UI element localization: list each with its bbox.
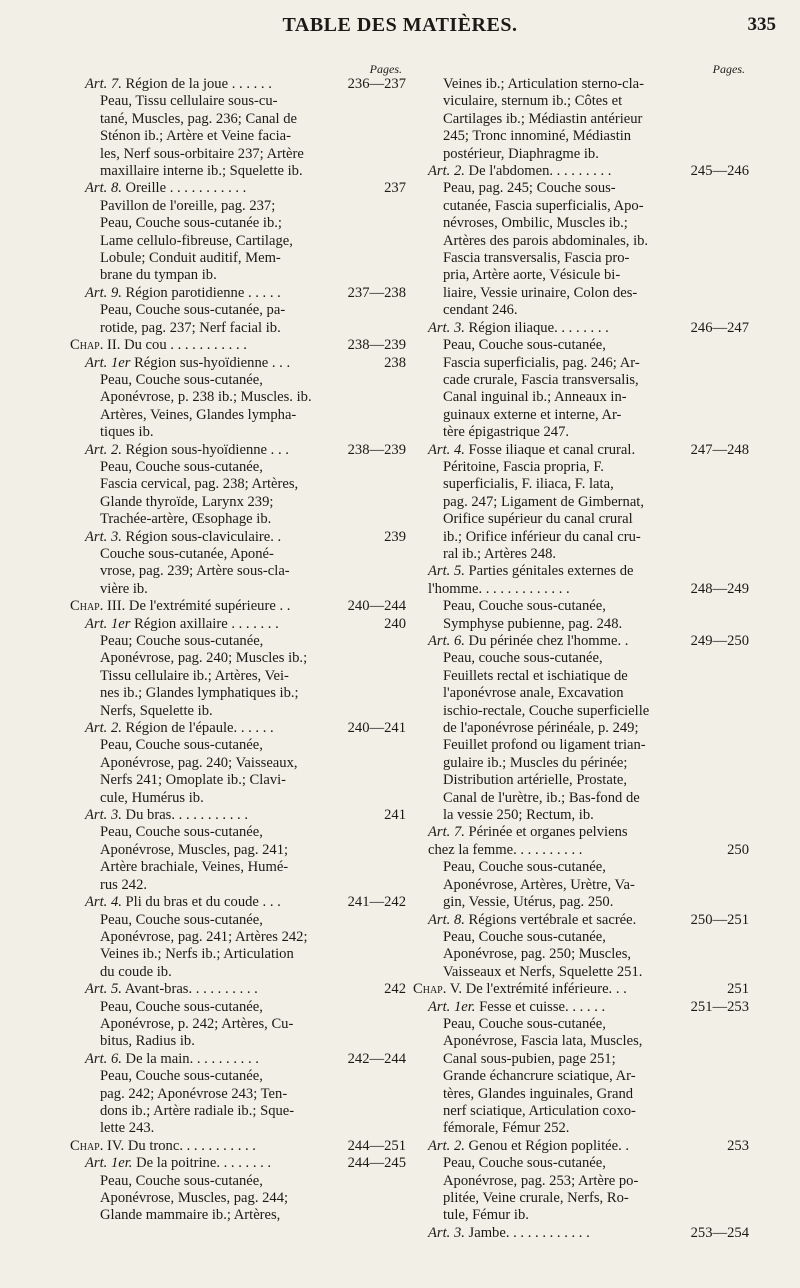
article-label: Art. 3. — [85, 528, 122, 545]
entry-title: De l'extrémité inférieure. . . — [465, 981, 627, 998]
entry-heading — [70, 442, 406, 459]
entry-description-line: Vaisseaux et Nerfs, Squelette 251. — [443, 963, 643, 980]
entry-description-line: Orifice supérieur du canal crural — [443, 511, 633, 528]
entry-description-line: Peau, pag. 245; Couche sous- — [443, 180, 616, 197]
entry-description-line: Veines ib.; Nerfs ib.; Articulation — [100, 946, 294, 963]
entry-description-line: cule, Humérus ib. — [100, 789, 204, 806]
entry-description-line: plitée, Veine crurale, Nerfs, Ro- — [443, 1190, 629, 1206]
entry-description-line: tiques ib. — [100, 424, 154, 441]
entry-description-line: postérieur, Diaphragme ib. — [443, 145, 599, 162]
entry-description-line: Aponévrose, pag. 240; Vaisseaux, — [100, 754, 298, 771]
entry-heading — [413, 563, 749, 580]
entry-description-line: nes ib.; Glandes lymphatiques ib.; — [100, 685, 299, 702]
toc-entry — [413, 999, 749, 1138]
article-label: Art. 5. — [428, 563, 465, 580]
entry-description-line: Aponévrose, Artères, Urètre, Va- — [443, 876, 635, 893]
entry-description-line: Peau, Couche sous-cutanée, — [100, 998, 263, 1015]
entry-heading — [413, 912, 749, 929]
entry-description-line: cutanée, Fascia superficialis, Apo- — [443, 197, 644, 214]
entry-title: Région de l'épaule. . . . . . — [125, 720, 274, 737]
entry-description-line: Glande mammaire ib.; Artères, — [100, 1207, 281, 1224]
page-range: 250 — [727, 841, 749, 858]
article-label: Art. 3. — [85, 807, 122, 824]
entry-description-line: Couche sous-cutanée, Aponé- — [100, 545, 274, 562]
toc-entry — [413, 163, 749, 320]
entry-description-line: Canal sous-pubien, page 251; — [443, 1050, 616, 1067]
page-range: 244—245 — [347, 1155, 406, 1172]
toc-entry — [413, 563, 749, 580]
entry-description-line: Feuillet profond ou ligament trian- — [443, 737, 646, 754]
entry-description-line: viculaire, sternum ib.; Côtes et — [443, 93, 623, 110]
page-range: 245—246 — [690, 163, 749, 180]
article-label: Art. 4. — [85, 894, 122, 911]
entry-heading — [70, 720, 406, 737]
entry-heading — [70, 598, 406, 615]
article-label: Art. 2. — [85, 441, 122, 458]
article-label: Art. 6. — [428, 633, 465, 649]
entry-title: Région iliaque. . . . . . . . — [468, 319, 609, 336]
toc-entry — [413, 581, 749, 633]
entry-description-line: pag. 247; Ligament de Gimbernat, — [443, 493, 645, 510]
entry-description-line: cendant 246. — [443, 302, 518, 319]
page-range: 238—239 — [347, 337, 406, 354]
entry-title: De l'extrémité supérieure . . — [128, 598, 291, 615]
article-label: Art. 6. — [85, 1050, 122, 1067]
article-label: Art. 1er. — [85, 1155, 133, 1172]
entry-description-line: Péritoine, Fascia propria, F. — [443, 458, 604, 475]
toc-entry — [70, 720, 406, 807]
entry-heading — [70, 355, 406, 372]
toc-chapter-entry — [70, 337, 406, 354]
entry-heading — [70, 894, 406, 911]
page-range: 253 — [727, 1137, 749, 1154]
article-label: Art. 7. — [428, 824, 465, 841]
entry-description-line: Nerfs, Squelette ib. — [100, 702, 213, 719]
entry-description-line: l'aponévrose anale, Excavation — [443, 685, 624, 702]
entry-description-line: Peau, Couche sous-cutanée, — [100, 1172, 263, 1189]
entry-title: Du périnée chez l'homme. . — [468, 633, 629, 649]
entry-heading — [70, 76, 406, 93]
page-range: 239 — [384, 528, 406, 545]
page-range: 237 — [384, 180, 406, 197]
page-range: 238 — [384, 354, 406, 371]
entry-description-line: tères, Glandes inguinales, Grand — [443, 1085, 634, 1102]
page-range: 246—247 — [690, 319, 749, 336]
entry-description-line: ral ib.; Artères 248. — [443, 545, 557, 562]
entry-description-line: Aponévrose, pag. 250; Muscles, — [443, 946, 632, 963]
entry-description-line: rotide, pag. 237; Nerf facial ib. — [100, 319, 281, 336]
entry-title: Région de la joue . . . . . . — [125, 76, 272, 92]
article-label: Art. 2. — [428, 1137, 465, 1154]
entry-description-line: Grande échancrure sciatique, Ar- — [443, 1068, 636, 1085]
page-range: 240—244 — [347, 598, 406, 615]
entry-description-line: Peau, Couche sous-cutanée, — [100, 458, 263, 475]
page-range: 247—248 — [690, 441, 749, 458]
entry-description-line: Glande thyroïde, Larynx 239; — [100, 493, 274, 510]
entry-description-line: Canal de l'urètre, ib.; Bas-fond de — [443, 789, 640, 806]
entry-title: Fosse iliaque et canal crural. — [468, 441, 636, 458]
toc-entry — [70, 76, 406, 180]
entry-heading — [413, 442, 749, 459]
entry-description-line: les, Nerf sous-orbitaire 237; Artère — [100, 145, 304, 162]
entry-heading — [413, 633, 749, 650]
entry-description-line: Veines ib.; Articulation sterno-cla- — [443, 76, 645, 92]
chapter-label: Chap. V. — [413, 981, 463, 998]
page-range: 241 — [384, 807, 406, 824]
entry-title: Fesse et cuisse. . . . . . — [479, 998, 606, 1015]
entry-description-line: Aponévrose, p. 238 ib.; Muscles. ib. — [100, 389, 312, 406]
entry-description-line: vrose, pag. 239; Artère sous-cla- — [100, 563, 290, 580]
toc-chapter-entry — [70, 1138, 406, 1155]
article-label: Art. 8. — [428, 911, 465, 928]
entry-description-line: bitus, Radius ib. — [100, 1033, 195, 1050]
entry-heading — [413, 1138, 749, 1155]
entry-description-line: dons ib.; Artère radiale ib.; Sque- — [100, 1102, 295, 1119]
article-label: Art. 9. — [85, 284, 122, 301]
entry-description-line: Peau, Couche sous-cutanée, — [100, 737, 263, 754]
page-range: 242—244 — [347, 1050, 406, 1067]
entry-description-line: Peau, Couche sous-cutanée, — [443, 1155, 606, 1172]
toc-entry — [70, 807, 406, 894]
entry-description-line: Tissu cellulaire ib.; Artères, Vei- — [100, 667, 289, 684]
toc-entry — [70, 180, 406, 284]
toc-entries — [413, 76, 749, 1242]
article-label: Art. 5. — [85, 981, 122, 998]
entry-heading — [70, 1155, 406, 1172]
entry-heading — [70, 180, 406, 197]
toc-entry — [70, 529, 406, 599]
entry-description-line: 245; Tronc innominé, Médiastin — [443, 128, 632, 145]
toc-entry — [413, 824, 749, 841]
entry-description-line: Fascia transversalis, Fascia pro- — [443, 250, 630, 267]
pages-column-label: Pages. — [712, 62, 745, 76]
entry-description-line: Feuillets rectal et ischiatique de — [443, 667, 628, 684]
entry-description-line: Peau, Couche sous-cutanée, — [443, 1015, 606, 1032]
entry-description-line: Peau, Couche sous-cutanée, — [100, 824, 263, 841]
page-range: 251 — [727, 981, 749, 998]
entry-heading — [70, 337, 406, 354]
article-label: Art. 1er — [85, 615, 131, 632]
entry-description-line: Peau; Couche sous-cutanée, — [100, 633, 264, 649]
entry-description-line: Peau, Couche sous-cutanée, — [443, 598, 606, 615]
entry-description-line: Artères des parois abdominales, ib. — [443, 232, 649, 249]
entry-title: Région sous-claviculaire. . — [125, 528, 282, 545]
entry-description-line: tule, Fémur ib. — [443, 1207, 529, 1224]
entry-description-line: Fascia superficialis, pag. 246; Ar- — [443, 354, 640, 371]
toc-entry — [70, 1155, 406, 1225]
page-number: 335 — [747, 14, 776, 35]
entry-title: Périnée et organes pelviens — [468, 824, 628, 841]
entry-description-line: superficialis, F. iliaca, F. lata, — [443, 476, 614, 493]
toc-entry — [413, 1225, 749, 1242]
article-label: Art. 2. — [428, 163, 465, 180]
entry-description-line: Trachée-artère, Œsophage ib. — [100, 511, 272, 528]
entry-description-line: Artère brachiale, Veines, Humé- — [100, 859, 289, 876]
entry-heading — [70, 1138, 406, 1155]
entry-description-line: Fascia cervical, pag. 238; Artères, — [100, 476, 299, 493]
entry-description-line: du coude ib. — [100, 963, 172, 980]
article-label: Art. 2. — [85, 720, 122, 737]
toc-chapter-entry — [70, 598, 406, 615]
page-range: 248—249 — [690, 580, 749, 597]
entry-description-line: de l'aponévrose périnéale, p. 249; — [443, 720, 639, 737]
entry-heading — [70, 529, 406, 546]
toc-column-right — [413, 62, 749, 1242]
entry-heading — [413, 581, 749, 598]
entry-title: Région sous-hyoïdienne . . . — [125, 441, 289, 458]
entry-description-line: gulaire ib.; Muscles du périnée; — [443, 754, 628, 771]
entry-heading — [70, 1051, 406, 1068]
entry-title: De l'abdomen. . . . . . . . . — [468, 163, 612, 180]
entry-heading — [413, 981, 749, 998]
running-title: TABLE DES MATIÈRES. — [282, 14, 518, 36]
entry-description-line: Lame cellulo-fibreuse, Cartilage, — [100, 232, 293, 249]
entry-title: Parties génitales externes de — [468, 563, 634, 580]
entry-description-line: névroses, Ombilic, Muscles ib.; — [443, 215, 628, 232]
entry-description-line: Cartilages ib.; Médiastin antérieur — [443, 110, 643, 127]
toc-entry — [70, 442, 406, 529]
article-label: Art. 4. — [428, 441, 465, 458]
entry-description-line: Aponévrose, Muscles, pag. 244; — [100, 1190, 289, 1206]
entry-description-line: Peau, Couche sous-cutanée, — [100, 911, 263, 928]
entry-description-line: Canal inguinal ib.; Anneaux in- — [443, 389, 627, 406]
pages-column-label: Pages. — [369, 62, 402, 76]
toc-chapter-entry — [413, 981, 749, 998]
entry-heading — [70, 616, 406, 633]
page-range: 253—254 — [690, 1224, 749, 1241]
entry-description-line: tané, Muscles, pag. 236; Canal de — [100, 110, 297, 127]
entry-title: Pli du bras et du coude . . . — [125, 894, 281, 911]
entry-description-line: Aponévrose, Muscles, pag. 241; — [100, 841, 289, 858]
entry-title: De la main. . . . . . . . . . — [125, 1050, 259, 1067]
entry-description-line: rus 242. — [100, 876, 148, 893]
entry-description-line: pria, Artère aorte, Vésicule bi- — [443, 267, 621, 284]
entry-description-line: Artères, Veines, Glandes lympha- — [100, 406, 297, 423]
entry-title: Du tronc. . . . . . . . . . . — [127, 1137, 256, 1154]
entry-description-line: Aponévrose, pag. 241; Artères 242; — [100, 928, 308, 945]
toc-entry — [413, 320, 749, 442]
entry-description-line: Lobule; Conduit auditif, Mem- — [100, 250, 281, 267]
toc-entry — [70, 894, 406, 981]
entry-heading — [413, 320, 749, 337]
entry-description-line: liaire, Vessie urinaire, Colon des- — [443, 284, 638, 301]
entry-description-line: Peau, Couche sous-cutanée ib.; — [100, 215, 282, 232]
article-label: Art. 1er. — [428, 998, 476, 1015]
entry-description-line: guinaux externe et interne, Ar- — [443, 406, 622, 423]
entry-description-line: Peau, couche sous-cutanée, — [443, 650, 603, 667]
entry-description-line: Aponévrose, pag. 253; Artère po- — [443, 1172, 639, 1189]
entry-heading — [70, 807, 406, 824]
entry-title: chez la femme. . . . . . . . . . — [428, 841, 583, 858]
article-label: Art. 3. — [428, 319, 465, 336]
entry-description-line: Peau, Tissu cellulaire sous-cu- — [100, 93, 278, 110]
page-range: 240 — [384, 615, 406, 632]
entry-description-line: Symphyse pubienne, pag. 248. — [443, 615, 623, 632]
entry-title: Du cou . . . . . . . . . . . — [124, 337, 247, 354]
entry-description-line: gin, Vessie, Utérus, pag. 250. — [443, 894, 614, 911]
chapter-label: Chap. II. — [70, 337, 121, 354]
page-range: 249—250 — [690, 633, 749, 649]
entry-description-line: Aponévrose, Fascia lata, Muscles, — [443, 1033, 643, 1050]
entry-title: Oreille . . . . . . . . . . . — [125, 180, 247, 197]
page-range: 240—241 — [347, 720, 406, 737]
page-range: 250—251 — [690, 911, 749, 928]
entry-description-line: Peau, Couche sous-cutanée, — [100, 1068, 263, 1085]
entry-description-line: Pavillon de l'oreille, pag. 237; — [100, 197, 276, 214]
article-label: Art. 3. — [428, 1224, 465, 1241]
entry-heading — [413, 824, 749, 841]
toc-entry — [413, 842, 749, 912]
entry-heading — [413, 842, 749, 859]
article-label: Art. 1er — [85, 354, 131, 371]
entry-description-line: la vessie 250; Rectum, ib. — [443, 807, 594, 824]
entry-description-line: Aponévrose, p. 242; Artères, Cu- — [100, 1015, 294, 1032]
entry-title: Avant-bras. . . . . . . . . . — [124, 981, 258, 998]
entry-description-line: cade crurale, Fascia transversalis, — [443, 371, 639, 388]
page-range: 242 — [384, 981, 406, 998]
entry-description-line: ib.; Orifice inférieur du canal cru- — [443, 528, 641, 545]
entry-title: Région parotidienne . . . . . — [125, 284, 281, 301]
entry-title: Du bras. . . . . . . . . . . — [125, 807, 248, 824]
entry-title: Région axillaire . . . . . . . — [134, 615, 279, 632]
toc-entry — [70, 355, 406, 442]
toc-entry — [70, 616, 406, 720]
toc-entry — [70, 981, 406, 1051]
entry-description-line: lette 243. — [100, 1120, 155, 1137]
entry-description-line: Peau, Couche sous-cutanée, pa- — [100, 302, 286, 319]
entry-description-line: Peau, Couche sous-cutanée, — [443, 928, 606, 945]
entry-title: Régions vertébrale et sacrée. — [468, 911, 637, 928]
entry-title: l'homme. . . . . . . . . . . . . — [428, 580, 570, 597]
entry-description-line: brane du tympan ib. — [100, 267, 217, 284]
entry-description-line: Peau, Couche sous-cutanée, — [443, 337, 606, 354]
page-range: 238—239 — [347, 441, 406, 458]
entry-description-line: Distribution artérielle, Prostate, — [443, 772, 627, 789]
entry-description-line: vière ib. — [100, 580, 148, 597]
page-range: 251—253 — [690, 998, 749, 1015]
toc-column-left — [70, 62, 406, 1225]
entry-heading — [413, 999, 749, 1016]
toc-entry — [413, 442, 749, 564]
entry-title: Jambe. . . . . . . . . . . . — [468, 1224, 590, 1241]
entry-heading — [413, 1225, 749, 1242]
toc-entry — [413, 912, 749, 982]
page-range: 236—237 — [347, 76, 406, 92]
article-label: Art. 7. — [85, 76, 122, 92]
entry-description-line: Peau, Couche sous-cutanée, — [100, 371, 263, 388]
chapter-label: Chap. IV. — [70, 1137, 125, 1154]
entry-description-line: tère épigastrique 247. — [443, 424, 570, 441]
toc-entries — [70, 76, 406, 1225]
entry-heading — [413, 163, 749, 180]
entry-heading — [70, 981, 406, 998]
entry-description-line: ischio-rectale, Couche superficielle — [443, 702, 650, 719]
entry-title: Genou et Région poplitée. . — [468, 1137, 630, 1154]
toc-entry — [413, 1138, 749, 1225]
entry-description-line: maxillaire interne ib.; Squelette ib. — [100, 163, 303, 180]
article-label: Art. 8. — [85, 180, 122, 197]
entry-description-line: Nerfs 241; Omoplate ib.; Clavi- — [100, 772, 287, 789]
entry-title: De la poitrine. . . . . . . . — [136, 1155, 272, 1172]
chapter-label: Chap. III. — [70, 598, 126, 615]
entry-description-line: pag. 242; Aponévrose 243; Ten- — [100, 1085, 288, 1102]
entry-description-line: Sténon ib.; Artère et Veine facia- — [100, 128, 292, 145]
entry-title: Région sus-hyoïdienne . . . — [134, 354, 291, 371]
entry-description-line: Peau, Couche sous-cutanée, — [443, 859, 606, 876]
toc-entry — [413, 633, 749, 824]
page-range: 241—242 — [347, 894, 406, 911]
page-range: 237—238 — [347, 284, 406, 301]
entry-description-line: nerf sciatique, Articulation coxo- — [443, 1102, 636, 1119]
entry-heading — [70, 285, 406, 302]
toc-entry — [70, 1051, 406, 1138]
toc-entry — [413, 76, 749, 163]
page-range: 244—251 — [347, 1137, 406, 1154]
entry-description-line: Aponévrose, pag. 240; Muscles ib.; — [100, 650, 308, 667]
entry-description-line: fémorale, Fémur 252. — [443, 1120, 570, 1137]
toc-entry — [70, 285, 406, 337]
